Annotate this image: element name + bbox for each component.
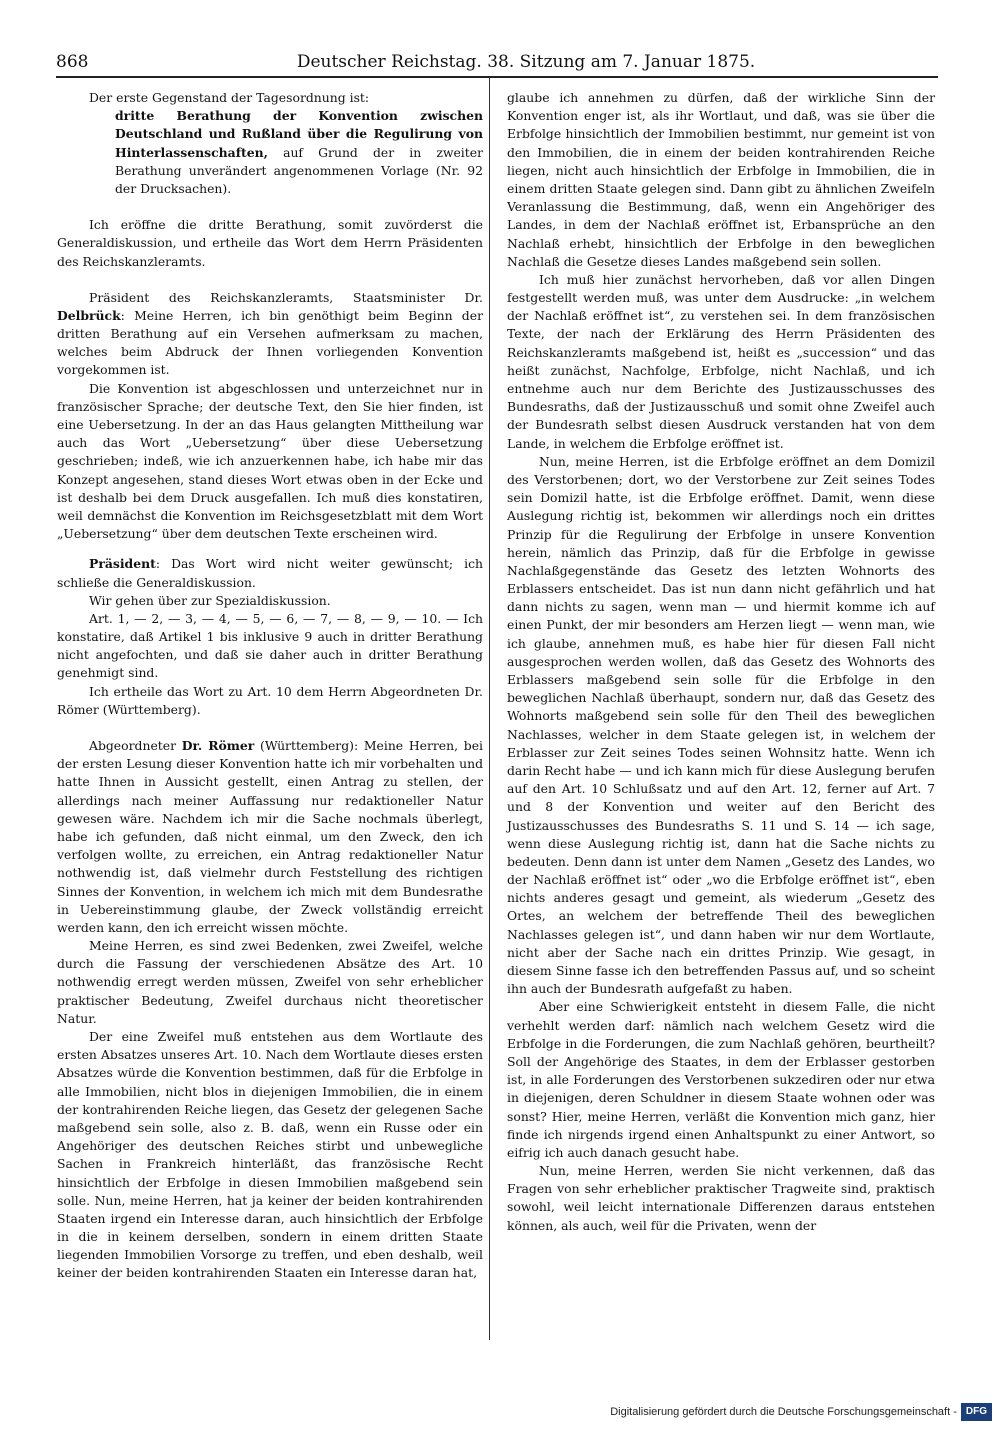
speaker-name: Präsident <box>89 556 156 572</box>
speech-roemer <box>57 737 483 937</box>
column-divider <box>489 78 490 1340</box>
speaker-role: Präsident des Reichskanzleramts, Staatsminister Dr. <box>89 289 483 305</box>
spacer <box>57 198 483 216</box>
credit-text: Digitalisierung gefördert durch die Deutsche Forschungsgemeinschaft - <box>610 1406 957 1418</box>
speaker-name: Dr. Römer <box>181 738 255 753</box>
page-header <box>56 50 936 74</box>
header-rule <box>56 76 938 78</box>
speech-president <box>57 555 483 591</box>
paragraph: Nun, meine Herren, ist die Erbfolge eröffnet an dem Domizil des Verstorbenen; dort, wo der Verstorbene zur Zeit seines Todes sein Domizil hatte, ist die Erbfolge eröffnet. Damit, wenn diese Auslegung richtig ist, bekommen wir allerdings noch ein drittes Prinzip für die Regulirung der Erbfolge in unsere Konvention herein, nämlich das Prinzip, daß für die Erbfolge in gewisse Nachlaßgegenstände das Gesetz des letzten Wohnorts des Erblassers entscheidet. Das ist nun dann nicht gefährlich und hat dann nichts zu sagen, wenn man — und hiermit komme ich auf einen Punkt, der mir besonders am Herzen liegt — wenn man, wie ich glaube, annehmen muß, es habe hier für diesen Fall nicht ausgesprochen werden wollen, daß das Gesetz des Wohnorts des Erblassers maßgebend sein solle für die Erbfolge in den beweglichen Nachlaß überhaupt, sondern nur, daß das Gesetz des Wohnorts maßgebend sein solle für den Theil des beweglichen Nachlasses, welcher in dem Staate gelegen ist, in welchem der Erblasser zur Zeit seines Todes seinen Wohnsitz hatte. Wenn ich darin Recht habe — und ich kann mich für diese Auslegung berufen auf den Art. 10 Schlußsatz und auf den Art. 12, ferner auf Art. 7 und 8 der Konvention und weiter auf den Bericht des Justizausschusses des Bundesraths S. 11 und S. 14 — ich sage, wenn diese Auslegung richtig ist, dann hat die Sache nichts zu bedeuten. Denn dann ist unter dem Namen „Gesetz des Landes, wo der Nachlaß eröffnet ist“ oder „wo die Erbfolge eröffnet ist“, eben nichts anderes gesagt und gemeint, als wiederum „Gesetz des Ortes, an welchem der betreffende Theil des beweglichen Nachlasses gelegen ist“, und dann haben wir nur dem Wortlaute, nicht aber der Sache nach ein drittes Prinzip. Wie gesagt, in diesem Sinne fasse ich den betreffenden Passus auf, und so scheint ihn auch der Bundesrath aufgefaßt zu haben. <box>507 453 935 997</box>
spacer <box>57 271 483 289</box>
speech-text: : Das Wort wird nicht weiter gewünscht; ich schließe die Generaldiskussion. <box>57 556 483 590</box>
speaker-name: Delbrück <box>57 307 121 323</box>
dfg-logo: DFG <box>961 1403 992 1421</box>
speaker-role: Abgeordneter <box>89 738 182 753</box>
digitization-credit <box>610 1402 992 1422</box>
page-number: 868 <box>56 52 89 72</box>
paragraph: glaube ich annehmen zu dürfen, daß der wirkliche Sinn der Konvention enger ist, als ihr Wortlaut, und daß, was sie über die Erbfolge hinsichtlich der Immobilien bestimmt, nur gemeint ist von den Immobilien, die in einem der beiden kontrahirenden Reiche liegen, nicht auch hinsichtlich der Erbfolge in Immobilien, die in einem dritten Staate gelegen sind. Dann gibt zu ähnlichen Zweifeln Veranlassung die Bestimmung, daß, wenn ein Angehöriger des Landes, in dem der Nachlaß eröffnet ist, Erbansprüche an den Nachlaß erhebt, hinsichtlich der Erbfolge in den beweglichen Nachlaß die Gesetze dieses Landes maßgebend sein sollen. <box>507 90 935 269</box>
paragraph: Nun, meine Herren, werden Sie nicht verkennen, daß das Fragen von sehr erheblicher praktischer Tragweite sind, praktisch sowohl, weil leicht internationale Differenzen daraus entstehen können, als auch, weil für die Privaten, wenn der <box>507 1163 935 1233</box>
paragraph: Meine Herren, es sind zwei Bedenken, zwei Zweifel, welche durch die Fassung der verschiedenen Absätze des Art. 10 nothwendig erregt werden müssen, Zweifel von sehr erheblicher praktischer Bedeutung, Zweifel durchaus nicht theoretischer Natur. <box>57 938 483 1026</box>
paragraph: Die Konvention ist abgeschlossen und unterzeichnet nur in französischer Sprache; der deutsche Text, den Sie hier finden, ist eine Uebersetzung. In der an das Haus gelangten Mittheilung war auch das Wort „Uebersetzung“ über diese Uebersetzung geschrieben; indeß, wie ich anzuerkennen habe, ich habe mir das Konzept angesehen, stand dieses Wort etwas oben in der Ecke und ist deshalb bei dem Druck ausgefallen. Ich muß dies konstatiren, weil demnächst die Konvention im Reichsgesetzblatt mit dem Wort „Uebersetzung“ über dem deutschen Texte erscheinen wird. <box>57 380 483 542</box>
paragraph: Wir gehen über zur Spezialdiskussion. <box>89 592 331 608</box>
paragraph: Ich ertheile das Wort zu Art. 10 dem Herrn Abgeordneten Dr. Römer (Württemberg). <box>57 683 483 717</box>
agenda-intro: Der erste Gegenstand der Tagesordnung ist: <box>89 90 370 105</box>
paragraph: Aber eine Schwierigkeit entsteht in diesem Falle, die nicht verhehlt werden darf: nämlich nach welchem Gesetz wird die Erbfolge in die Forderungen, die zum Nachlaß gehören, beurtheilt? Soll der Angehörige des Staates, in dem der Erblasser gestorben ist, in alle Forderungen des Verstorbenen sukzediren oder nur etwa in diejenigen, deren Schuldner in diesem Staate wohnen oder was sonst? Hier, meine Herren, verläßt die Konvention mich ganz, hier finde ich nirgends irgend einen Anhaltspunkt zu einer Antwort, so eifrig ich auch danach gesucht habe. <box>507 999 935 1160</box>
paragraph: Der eine Zweifel muß entstehen aus dem Wortlaute des ersten Absatzes unseres Art. 10. Nach dem Wortlaute dieses ersten Absatzes würde die Konvention bestimmen, daß für die Erbfolge in alle Immobilien, nicht blos in diejenigen Immobilien, die in einem der kontrahirenden Reiche liegen, das Gesetz der gelegenen Sache maßgebend sein solle, also z. B. daß, wenn ein Russe oder ein Angehöriger des deutschen Reiches stirbt und unbewegliche Sachen in Frankreich hinterläßt, das französische Recht hinsichtlich der Erbfolge in diesen Immobilien maßgebend sein solle. Nun, meine Herren, hat ja keiner der beiden kontrahirenden Staaten irgend ein Interesse daran, auch hinsichtlich der Erbfolge in die in keinem derselben, sondern in einem dritten Staate liegenden Immobilien Vorsorge zu treffen, und eben deshalb, weil keiner der beiden kontrahirenden Staaten ein Interesse daran hat, <box>57 1029 483 1281</box>
agenda-item-text: auf Grund der in zweiter Berathung unverändert angenommenen Vorlage (Nr. 92 der Drucksachen). <box>115 144 483 196</box>
spacer <box>57 719 483 737</box>
paragraph: Ich eröffne die dritte Berathung, somit zuvörderst die Generaldiskussion, und ertheile das Wort dem Herrn Präsidenten des Reichskanzleramts. <box>57 217 483 269</box>
agenda-item <box>57 107 483 198</box>
running-title: Deutscher Reichstag. 38. Sitzung am 7. Januar 1875. <box>296 52 756 72</box>
spacer <box>57 543 483 555</box>
right-column <box>507 89 935 1235</box>
speech-text: : Meine Herren, ich bin genöthigt beim Beginn der dritten Berathung auf ein Versehen aufmerksam zu machen, welches beim Abdruck der Ihnen vorliegenden Konvention vorgekommen ist. <box>57 307 483 378</box>
left-column <box>57 89 483 1283</box>
speech-text: (Württemberg): Meine Herren, bei der ersten Lesung dieser Konvention hatte ich mir vorbehalten und hatte Ihnen in Aussicht gestellt, einen Antrag zu stellen, der allerdings nach meiner Auffassung nur redaktioneller Natur gewesen wäre. Nachdem ich mir die Sache nochmals überlegt, habe ich gefunden, daß nicht einmal, um den Zweck, den ich verfolgen wollte, zu erreichen, ein Antrag redaktioneller Natur nothwendig ist, daß vielmehr durch Feststellung des richtigen Sinnes der Konvention, in welchem ich mich mit dem Bundesrathe in Uebereinstimmung glaube, der Zweck vollständig erreicht werden kann, den ich erreicht wissen möchte. <box>57 738 483 935</box>
paragraph: Art. 1, — 2, — 3, — 4, — 5, — 6, — 7, — 8, — 9, — 10. — Ich konstatire, daß Artikel 1 bis inklusive 9 auch in dritter Berathung nicht angefochten, und daß sie daher auch in dritter Berathung genehmigt sind. <box>57 610 483 681</box>
speech-delbrueck <box>57 289 483 380</box>
paragraph: Ich muß hier zunächst hervorheben, daß vor allen Dingen festgestellt werden muß, was unter dem Ausdrucke: „in welchem der Nachlaß eröffnet ist“, zu verstehen sei. In dem französischen Texte, der nach der Erklärung des Herrn Präsidenten des Reichskanzleramts maßgebend ist, heißt es „succession“ und das heißt zunächst, Nachfolge, Erbfolge, nicht Nachlaß, und ich entnehme auch nur dem Berichte des Justizausschusses des Bundesraths, daß der Justizausschuß und somit ohne Zweifel auch der Bundesrath selbst diesen Ausdruck verstanden hat von dem Lande, in welchem die Erbfolge eröffnet ist. <box>507 271 935 451</box>
agenda-item-bold: dritte Berathung der Konvention zwischen Deutschland und Rußland über die Regulirung von Hinterlassenschaften, <box>115 108 483 160</box>
